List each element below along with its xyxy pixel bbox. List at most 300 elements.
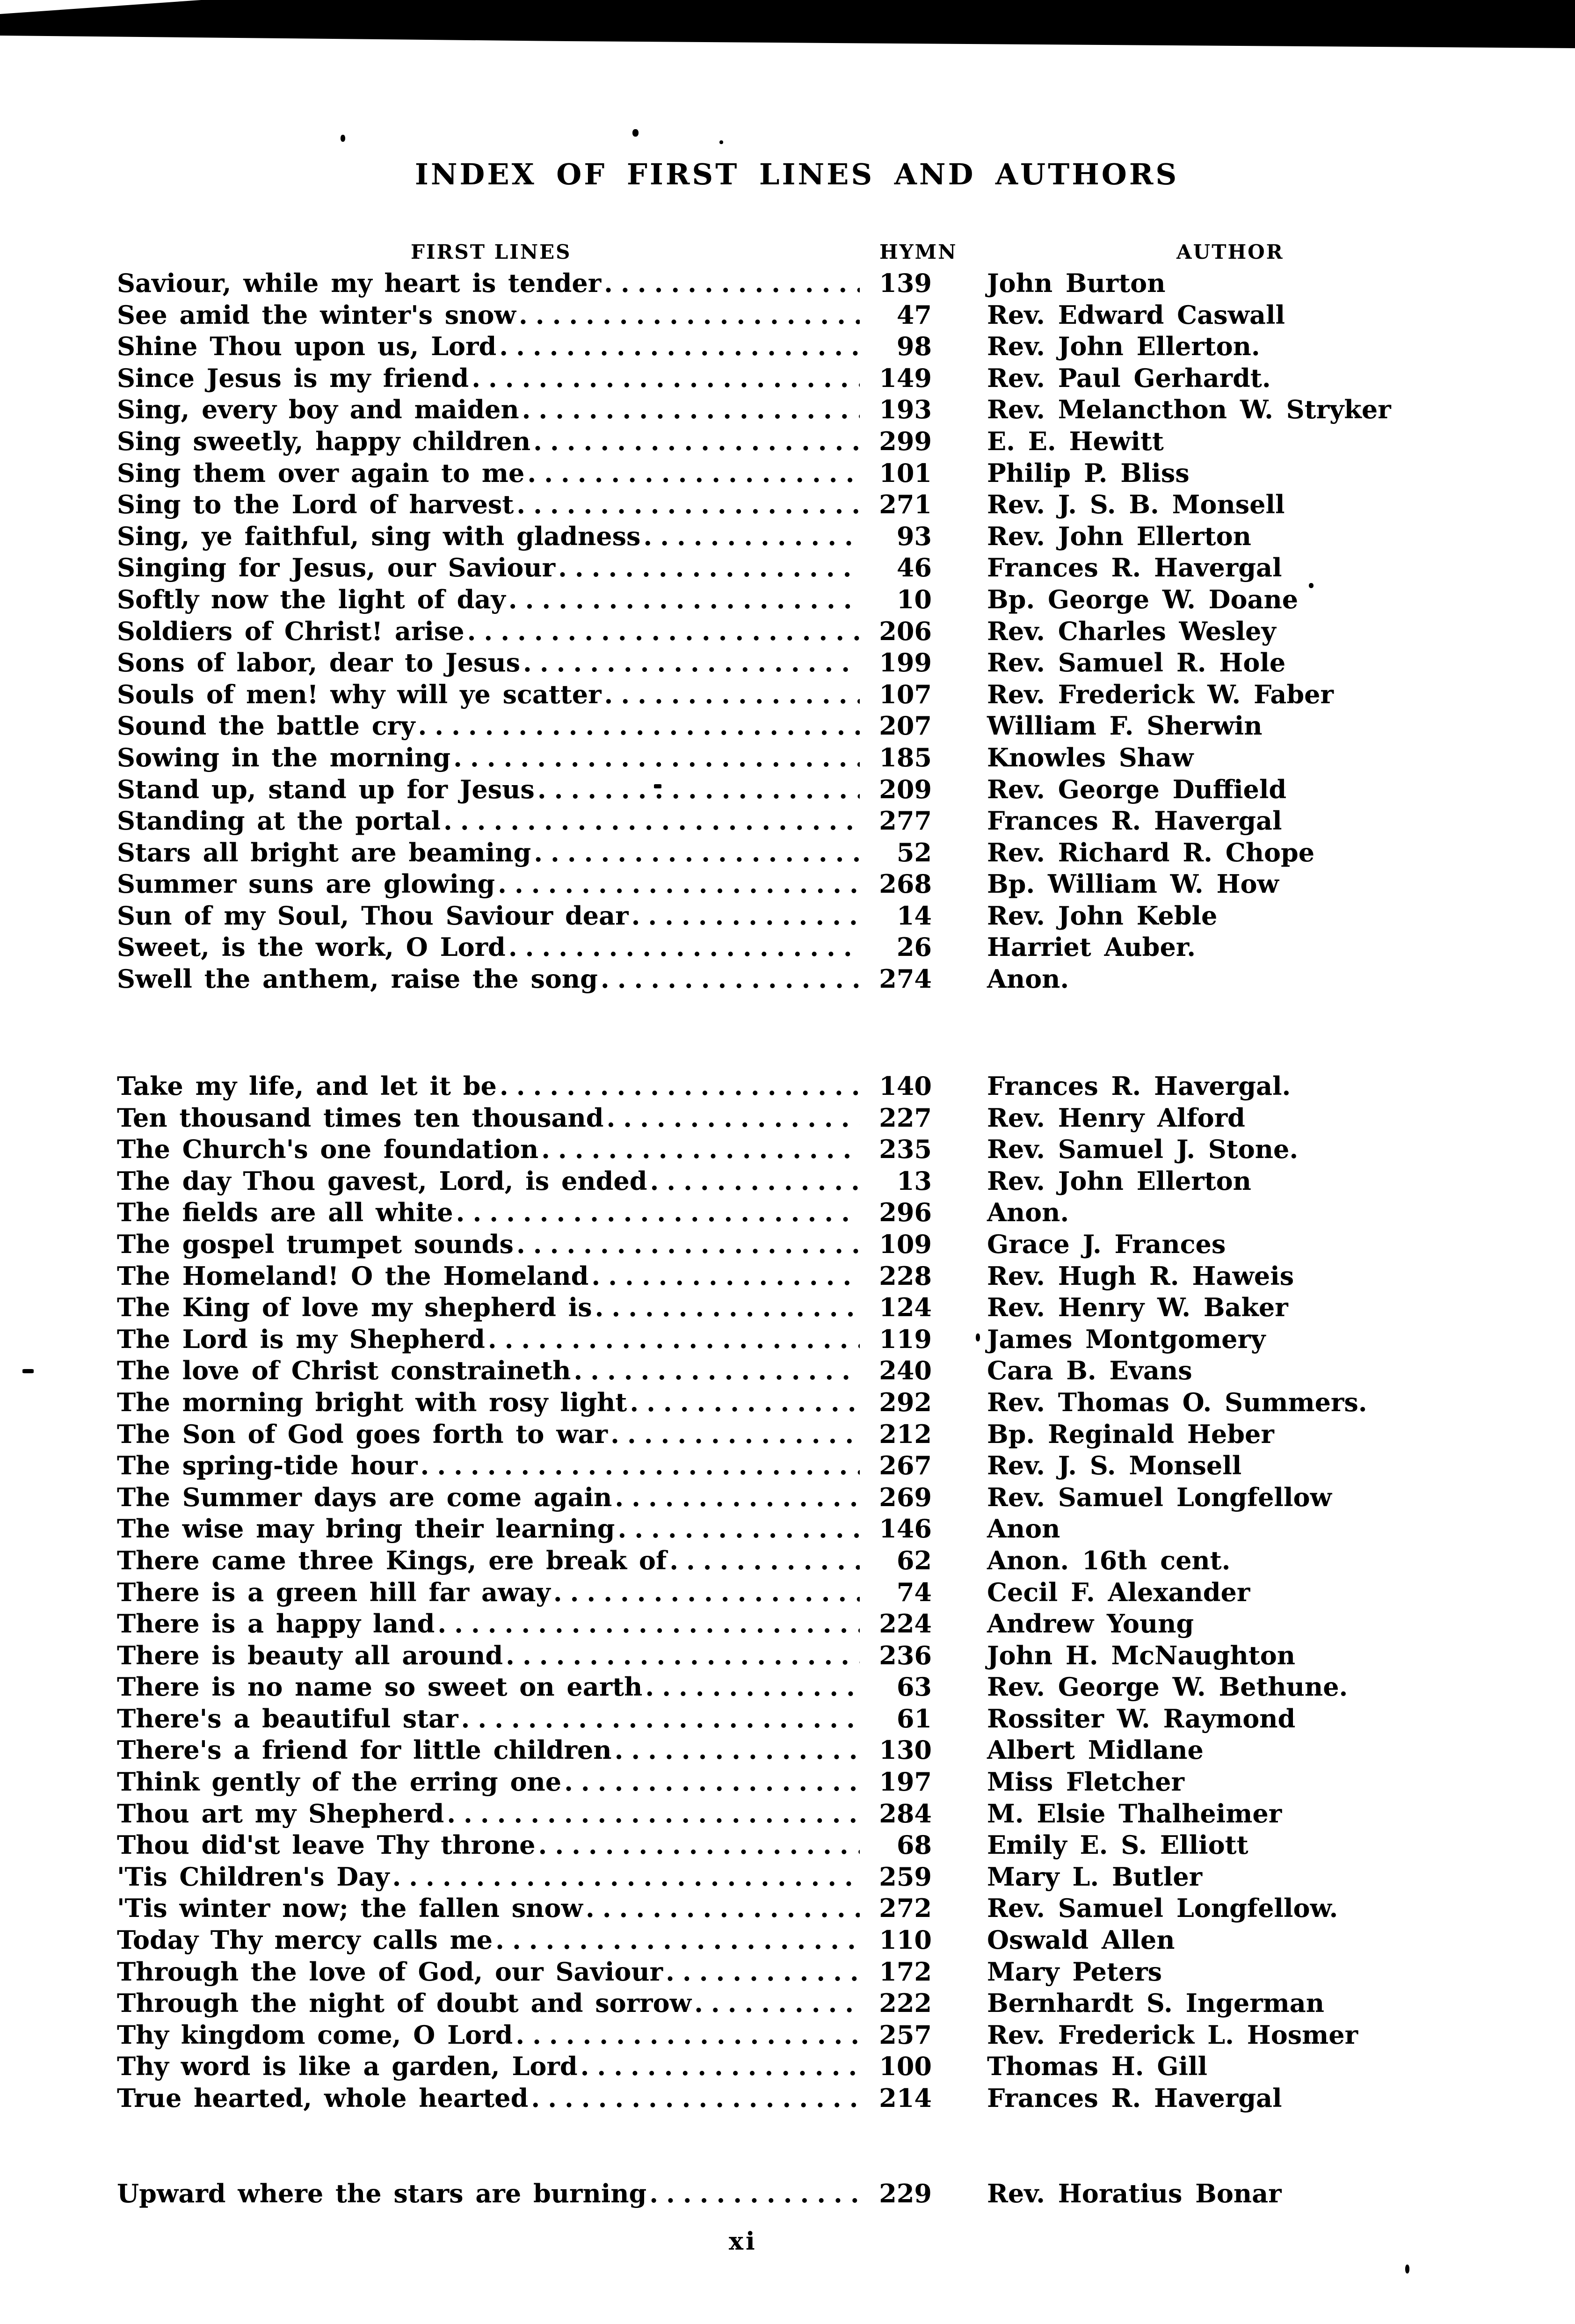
index-row (117, 805, 1469, 837)
hymn-number: 197 (879, 1767, 932, 1797)
index-row (117, 868, 1469, 900)
author-name: Bp. William W. How (987, 869, 1279, 899)
index-row (117, 2083, 1469, 2114)
index-row (117, 1102, 1469, 1134)
hymn-number: 68 (896, 1830, 932, 1860)
author-name: Bernhardt S. Ingerman (987, 1988, 1325, 2018)
dot-leader (443, 805, 860, 837)
author-name: Rev. Samuel J. Stone. (987, 1134, 1299, 1165)
index-row (117, 963, 1469, 995)
index-row (117, 521, 1469, 553)
index-row (117, 932, 1469, 963)
hymn-number: 124 (879, 1292, 932, 1323)
hymn-number: 93 (896, 521, 932, 551)
first-line-text: Soldiers of Christ! arise (117, 616, 465, 646)
first-line-text: Think gently of the erring one (117, 1767, 562, 1797)
hymn-number: 63 (896, 1672, 932, 1702)
dot-leader (553, 1577, 860, 1609)
first-line-text: See amid the winter's snow (117, 299, 516, 330)
dot-leader (488, 1324, 860, 1355)
index-row (117, 1260, 1469, 1292)
hymn-number: 224 (879, 1609, 932, 1639)
hymn-number: 149 (879, 363, 932, 393)
hymn-number: 292 (879, 1387, 932, 1417)
hymn-number: 172 (879, 1956, 932, 1987)
author-name: John H. McNaughton (987, 1640, 1296, 1670)
index-row (117, 1577, 1469, 1609)
index-row (117, 900, 1469, 932)
author-name: Rev. J. S. Monsell (987, 1450, 1242, 1481)
dot-leader (515, 2019, 860, 2051)
first-line-text: True hearted, whole hearted (117, 2083, 529, 2113)
index-row (117, 1292, 1469, 1324)
hymn-number: 296 (879, 1197, 932, 1228)
author-name: Albert Midlane (987, 1735, 1204, 1765)
first-line-text: Summer suns are glowing (117, 869, 495, 899)
first-line-text: Take my life, and let it be (117, 1071, 497, 1101)
author-name: Rev. Paul Gerhardt. (987, 363, 1271, 393)
dot-leader (519, 299, 860, 331)
first-line-text: Sowing in the morning (117, 742, 451, 772)
dot-leader (523, 647, 860, 679)
dot-leader (392, 1861, 860, 1893)
dot-leader (506, 1640, 860, 1672)
index-row (117, 1071, 1469, 1102)
author-name: John Burton (987, 268, 1166, 298)
index-row (117, 1829, 1469, 1861)
hymn-number: 240 (879, 1355, 932, 1386)
index-row (117, 1419, 1469, 1450)
author-name: Cara B. Evans (987, 1355, 1192, 1386)
author-name: Rev. John Keble (987, 900, 1218, 931)
index-row (117, 2051, 1469, 2083)
hymn-number: 236 (879, 1640, 932, 1670)
author-name: Thomas H. Gill (987, 2051, 1208, 2082)
hymn-number: 61 (896, 1703, 932, 1734)
index-row (117, 1324, 1469, 1355)
index-row (117, 552, 1469, 584)
index-section-S (117, 268, 1469, 995)
dot-leader (499, 331, 860, 363)
hymn-number: 214 (879, 2083, 932, 2113)
author-name: Bp. Reginald Heber (987, 1419, 1274, 1449)
dot-leader (456, 1197, 860, 1229)
author-name: Rev. George W. Bethune. (987, 1672, 1348, 1702)
first-line-text: Stand up, stand up for Jesus (117, 774, 535, 804)
author-name: Rev. Richard R. Chope (987, 837, 1315, 867)
first-line-text: Stars all bright are beaming (117, 837, 531, 867)
first-line-text: Swell the anthem, raise the song (117, 964, 598, 994)
first-line-text: 'Tis winter now; the fallen snow (117, 1893, 583, 1923)
hymn-number: 10 (896, 584, 932, 614)
hymn-number: 228 (879, 1260, 932, 1291)
first-line-text: The spring-tide hour (117, 1450, 418, 1481)
first-line-text: Thou art my Shepherd (117, 1798, 444, 1829)
author-name: James Montgomery (987, 1324, 1266, 1354)
hymn-number: 206 (879, 616, 932, 646)
author-name: Rev. Thomas O. Summers. (987, 1387, 1367, 1417)
dot-leader (615, 1734, 860, 1766)
index-row (117, 1166, 1469, 1197)
dot-leader (538, 1829, 860, 1861)
dot-leader (645, 1671, 860, 1703)
index-row (117, 2019, 1469, 2051)
hymn-number: 98 (896, 331, 932, 362)
dot-leader (595, 1292, 860, 1324)
ink-speck (632, 129, 639, 137)
dot-leader (522, 394, 860, 426)
dot-leader (508, 932, 860, 963)
hymn-number: 140 (879, 1071, 932, 1101)
hymn-number: 229 (879, 2178, 932, 2208)
author-name: Oswald Allen (987, 1925, 1175, 1955)
first-line-text: Standing at the portal (117, 806, 441, 836)
hymn-number: 207 (879, 711, 932, 741)
author-name: Frances R. Havergal. (987, 1071, 1291, 1101)
author-name: Rev. Samuel Longfellow. (987, 1893, 1338, 1923)
hymn-number: 299 (879, 426, 932, 456)
index-row (117, 2178, 1469, 2210)
hymn-number: 100 (879, 2051, 932, 2082)
first-line-text: Today Thy mercy calls me (117, 1925, 493, 1955)
author-name: Rev. Charles Wesley (987, 616, 1276, 646)
index-row (117, 426, 1469, 458)
index-row (117, 1766, 1469, 1798)
author-name: Andrew Young (987, 1609, 1194, 1639)
dot-leader (650, 1166, 860, 1197)
author-name: Rev. Frederick L. Hosmer (987, 2019, 1358, 2050)
index-row (117, 1229, 1469, 1260)
ink-speck (341, 135, 345, 142)
dot-leader (617, 1513, 860, 1545)
hymn-number: 269 (879, 1482, 932, 1512)
author-name: Anon. (987, 964, 1069, 994)
dot-leader (537, 774, 860, 806)
hymn-number: 26 (896, 932, 932, 962)
first-line-text: Shine Thou upon us, Lord (117, 331, 497, 362)
hymn-number: 199 (879, 648, 932, 678)
hymn-number: 139 (879, 268, 932, 298)
author-name: Rev. Samuel R. Hole (987, 648, 1286, 678)
first-line-text: The wise may bring their learning (117, 1514, 615, 1544)
index-row (117, 1355, 1469, 1387)
hymn-number: 146 (879, 1514, 932, 1544)
first-line-text: Singing for Jesus, our Saviour (117, 553, 556, 583)
index-section-U (117, 2178, 1469, 2210)
first-line-text: Saviour, while my heart is tender (117, 268, 602, 298)
first-line-text: Since Jesus is my friend (117, 363, 469, 393)
index-row (117, 1703, 1469, 1735)
author-name: Rev. John Ellerton. (987, 331, 1260, 362)
index-row (117, 647, 1469, 679)
dot-leader (610, 1419, 860, 1450)
hymn-number: 109 (879, 1229, 932, 1259)
hymn-number: 235 (879, 1134, 932, 1165)
author-name: Rev. Henry W. Baker (987, 1292, 1288, 1323)
index-row (117, 679, 1469, 711)
column-header-first-lines: FIRST LINES (411, 240, 572, 263)
hymn-number: 274 (879, 964, 932, 994)
hymn-number: 101 (879, 458, 932, 488)
hymn-number: 268 (879, 869, 932, 899)
index-row (117, 1482, 1469, 1514)
first-line-text: Thy kingdom come, O Lord (117, 2019, 513, 2050)
page-number: xi (729, 2227, 757, 2256)
hymn-number: 13 (896, 1166, 932, 1196)
hymn-number: 284 (879, 1798, 932, 1829)
index-row (117, 1387, 1469, 1419)
dot-leader (498, 868, 860, 900)
hymn-number: 46 (896, 553, 932, 583)
first-line-text: The Summer days are come again (117, 1482, 612, 1512)
index-row (117, 1134, 1469, 1166)
first-line-text: Through the night of doubt and sorrow (117, 1988, 692, 2018)
index-row (117, 837, 1469, 869)
dot-leader (649, 2178, 860, 2210)
first-line-text: The King of love my shepherd is (117, 1292, 592, 1323)
first-line-text: Sing, ye faithful, sing with gladness (117, 521, 641, 551)
hymn-number: 272 (879, 1893, 932, 1923)
dot-leader (531, 2083, 860, 2114)
index-row (117, 331, 1469, 363)
index-row (117, 774, 1469, 806)
author-name: Knowles Shaw (987, 742, 1194, 772)
first-line-text: There is beauty all around (117, 1640, 503, 1670)
page-title: INDEX OF FIRST LINES AND AUTHORS (414, 157, 1179, 191)
index-row (117, 1734, 1469, 1766)
author-name: Rev. Melancthon W. Stryker (987, 394, 1391, 425)
first-line-text: There came three Kings, ere break of (117, 1545, 667, 1575)
hymn-number: 52 (896, 837, 932, 867)
first-line-text: The Homeland! O the Homeland (117, 1260, 589, 1291)
first-line-text: Softly now the light of day (117, 584, 506, 614)
dot-leader (447, 1798, 860, 1830)
first-line-text: There's a friend for little children (117, 1735, 612, 1765)
index-row (117, 268, 1469, 299)
index-row (117, 1450, 1469, 1482)
first-line-text: The Church's one foundation (117, 1134, 539, 1165)
author-name: Frances R. Havergal (987, 806, 1282, 836)
index-row (117, 1988, 1469, 2019)
first-line-text: The gospel trumpet sounds (117, 1229, 514, 1259)
author-name: M. Elsie Thalheimer (987, 1798, 1282, 1829)
author-name: Rev. Edward Caswall (987, 299, 1285, 330)
author-name: Miss Fletcher (987, 1767, 1184, 1797)
author-name: Mary L. Butler (987, 1861, 1203, 1892)
dot-leader (453, 742, 860, 774)
dot-leader (666, 1956, 860, 1988)
first-line-text: There is a green hill far away (117, 1577, 551, 1607)
index-row (117, 1861, 1469, 1893)
index-row (117, 584, 1469, 616)
author-name: Rev. Hugh R. Haweis (987, 1260, 1294, 1291)
dot-leader (534, 837, 860, 869)
first-line-text: There's a beautiful star (117, 1703, 458, 1734)
dot-leader (604, 679, 860, 711)
first-line-text: The morning bright with rosy light (117, 1387, 627, 1417)
first-line-text: Souls of men! why will ye scatter (117, 679, 602, 709)
hymn-number: 110 (879, 1925, 932, 1955)
dot-leader (418, 710, 860, 742)
author-name: Rev. Frederick W. Faber (987, 679, 1334, 709)
author-name: Harriet Auber. (987, 932, 1196, 962)
hymn-number: 119 (879, 1324, 932, 1354)
hymn-number: 107 (879, 679, 932, 709)
dot-leader (495, 1924, 860, 1956)
first-line-text: Sing them over again to me (117, 458, 525, 488)
author-name: Grace J. Frances (987, 1229, 1226, 1259)
dot-leader (421, 1450, 860, 1482)
index-row (117, 1640, 1469, 1672)
author-name: Frances R. Havergal (987, 2083, 1282, 2113)
hymn-number: 271 (879, 489, 932, 520)
first-line-text: Thy word is like a garden, Lord (117, 2051, 578, 2082)
dot-leader (516, 489, 860, 521)
author-name: Mary Peters (987, 1956, 1162, 1987)
hymn-number: 62 (896, 1545, 932, 1575)
first-line-text: There is no name so sweet on earth (117, 1672, 643, 1702)
author-name: Emily E. S. Elliott (987, 1830, 1248, 1860)
index-row (117, 394, 1469, 426)
dot-leader (516, 1229, 860, 1260)
ink-speck (654, 784, 661, 788)
dot-leader (591, 1260, 860, 1292)
first-line-text: There is a happy land (117, 1609, 435, 1639)
dot-leader (500, 1071, 860, 1102)
author-name: Rev. Samuel Longfellow (987, 1482, 1332, 1512)
index-row (117, 1893, 1469, 1924)
dot-leader (630, 1387, 860, 1419)
dot-leader (604, 268, 860, 299)
hymn-number: 267 (879, 1450, 932, 1481)
dot-leader (527, 458, 860, 489)
first-line-text: Sing, every boy and maiden (117, 394, 519, 425)
author-name: Philip P. Bliss (987, 458, 1190, 488)
ink-speck (976, 1333, 980, 1341)
first-line-text: The day Thou gavest, Lord, is ended (117, 1166, 647, 1196)
hymn-number: 209 (879, 774, 932, 804)
author-name: Rev. Henry Alford (987, 1102, 1245, 1133)
dot-leader (631, 900, 860, 932)
hymn-number: 185 (879, 742, 932, 772)
dot-leader (437, 1608, 860, 1640)
column-header-hymn: HYMN (879, 240, 958, 263)
author-name: Anon. (987, 1197, 1069, 1228)
dot-leader (461, 1703, 860, 1735)
first-line-text: Sing to the Lord of harvest (117, 489, 514, 520)
first-line-text: The Lord is my Shepherd (117, 1324, 485, 1354)
first-line-text: Sweet, is the work, O Lord (117, 932, 506, 962)
dot-leader (607, 1102, 860, 1134)
dot-leader (573, 1355, 860, 1387)
first-line-text: Thou did'st leave Thy throne (117, 1830, 536, 1860)
first-line-text: The Son of God goes forth to war (117, 1419, 608, 1449)
author-name: Bp. George W. Doane (987, 584, 1299, 614)
author-name: Rev. J. S. B. Monsell (987, 489, 1285, 520)
index-row (117, 489, 1469, 521)
first-line-text: Through the love of God, our Saviour (117, 1956, 663, 1987)
first-line-text: 'Tis Children's Day (117, 1861, 390, 1892)
dot-leader (694, 1988, 860, 2019)
ink-speck (1405, 2265, 1409, 2273)
index-row (117, 742, 1469, 774)
dot-leader (581, 2051, 860, 2083)
dot-leader (601, 963, 860, 995)
first-line-text: The love of Christ constraineth (117, 1355, 571, 1386)
dot-leader (586, 1893, 860, 1924)
author-name: E. E. Hewitt (987, 426, 1164, 456)
first-line-text: Sun of my Soul, Thou Saviour dear (117, 900, 629, 931)
dot-leader (508, 584, 860, 616)
dot-leader (615, 1482, 860, 1514)
index-section-T (117, 1071, 1469, 2114)
index-row (117, 1924, 1469, 1956)
index-row (117, 616, 1469, 648)
hymn-number: 130 (879, 1735, 932, 1765)
hymn-number: 277 (879, 806, 932, 836)
hymn-number: 227 (879, 1102, 932, 1133)
index-row (117, 1513, 1469, 1545)
dot-leader (558, 552, 860, 584)
first-line-text: Ten thousand times ten thousand (117, 1102, 604, 1133)
dot-leader (669, 1545, 860, 1577)
hymn-number: 47 (896, 299, 932, 330)
first-line-text: Upward where the stars are burning (117, 2178, 647, 2208)
index-row (117, 1197, 1469, 1229)
dot-leader (533, 426, 860, 458)
author-name: Frances R. Havergal (987, 553, 1282, 583)
hymn-number: 257 (879, 2019, 932, 2050)
index-row (117, 1798, 1469, 1830)
index-row (117, 1545, 1469, 1577)
hymn-number: 14 (896, 900, 932, 931)
index-row (117, 1956, 1469, 1988)
author-name: Rev. John Ellerton (987, 521, 1251, 551)
index-row (117, 1671, 1469, 1703)
first-line-text: The fields are all white (117, 1197, 453, 1228)
hymn-number: 259 (879, 1861, 932, 1892)
hymn-number: 222 (879, 1988, 932, 2018)
author-name: Rev. Horatius Bonar (987, 2178, 1282, 2208)
hymn-number: 212 (879, 1419, 932, 1449)
column-header-author: AUTHOR (1176, 240, 1284, 263)
index-row (117, 363, 1469, 394)
author-name: Rev. George Duffield (987, 774, 1287, 804)
index-row (117, 710, 1469, 742)
ink-speck (22, 1369, 34, 1373)
first-line-text: Sons of labor, dear to Jesus (117, 648, 521, 678)
author-name: Rev. John Ellerton (987, 1166, 1251, 1196)
dot-leader (643, 521, 860, 553)
dot-leader (467, 616, 860, 648)
author-name: Rossiter W. Raymond (987, 1703, 1296, 1734)
author-name: Anon (987, 1514, 1060, 1544)
dot-leader (472, 363, 860, 394)
first-line-text: Sing sweetly, happy children (117, 426, 531, 456)
dot-leader (541, 1134, 860, 1166)
author-name: Cecil F. Alexander (987, 1577, 1250, 1607)
ink-speck (1309, 583, 1314, 588)
ink-speck (719, 140, 723, 144)
index-row (117, 299, 1469, 331)
dot-leader (564, 1766, 860, 1798)
hymn-number: 74 (896, 1577, 932, 1607)
index-row (117, 458, 1469, 489)
hymn-number: 193 (879, 394, 932, 425)
index-row (117, 1608, 1469, 1640)
author-name: William F. Sherwin (987, 711, 1263, 741)
author-name: Anon. 16th cent. (987, 1545, 1231, 1575)
